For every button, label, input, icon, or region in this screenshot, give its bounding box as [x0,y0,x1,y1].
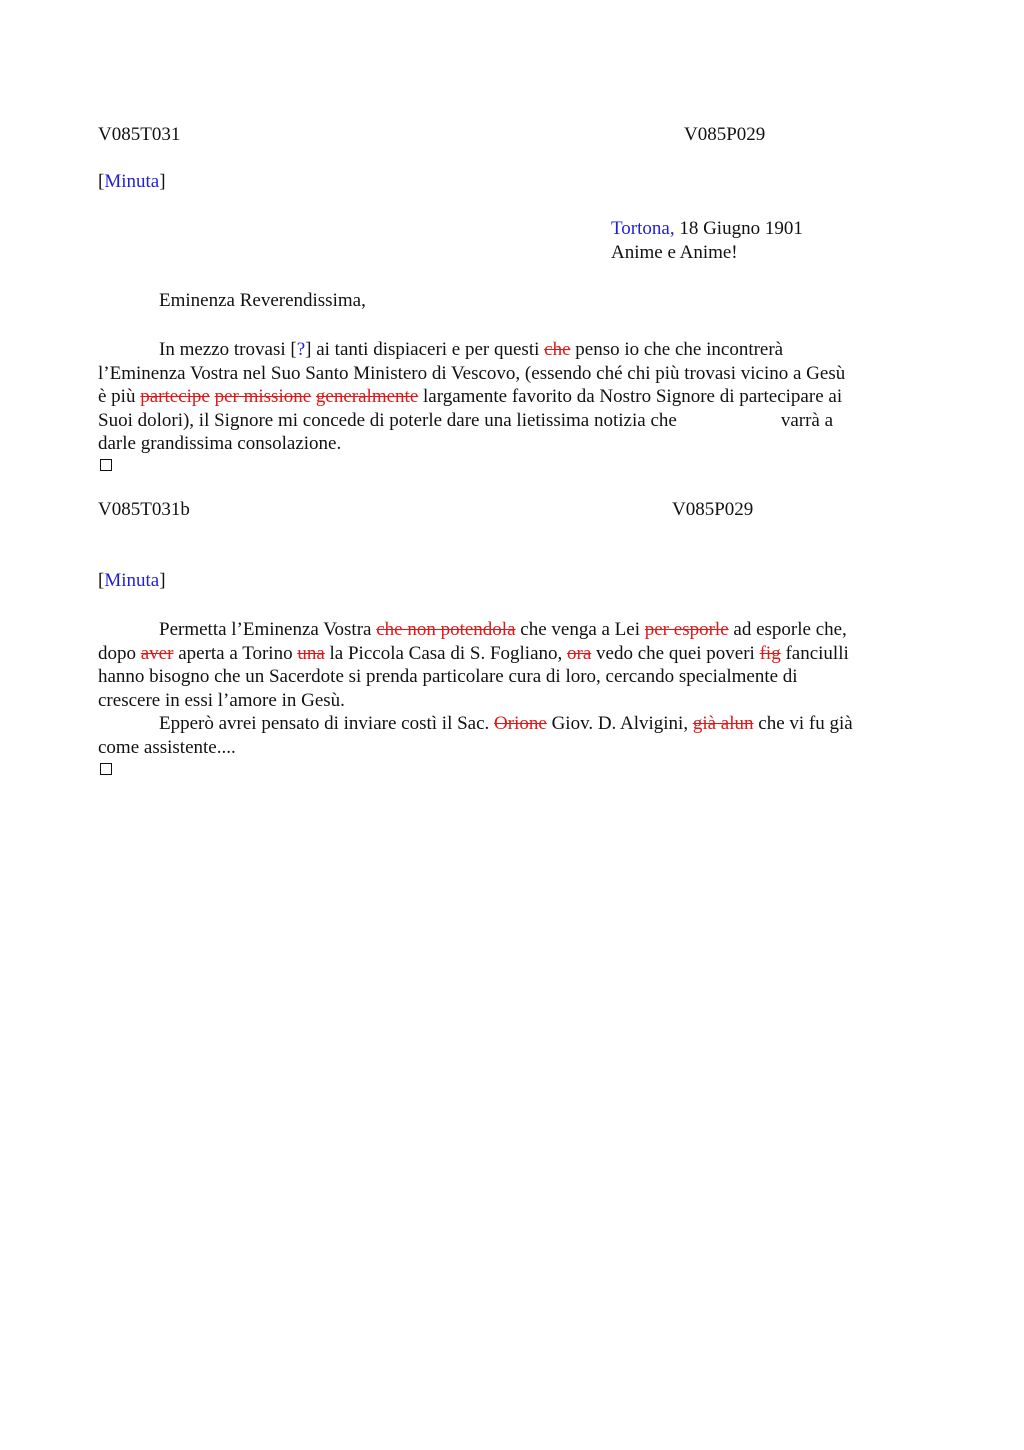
minuta-label: Minuta [104,570,160,591]
doc1-body-line [98,338,918,362]
doc2-id-left: V085T031b [98,499,190,520]
letter-date: 18 Giugno 1901 [674,218,803,239]
deleted-text: fig [759,642,781,664]
text-run: Epperò avrei pensato di inviare costì il Sac. [159,713,495,734]
doc2-body-line [98,642,918,666]
text-run: la Piccola Casa di S. Fogliano, [324,642,568,664]
doc1-body [98,338,918,456]
text-run: vedo che quei poveri [591,642,760,664]
deleted-text: che [544,339,571,360]
doc2-minuta-tag [98,570,166,592]
doc2-body-line: crescere in essi l’amore in Gesù. [98,689,345,711]
place-name: Tortona, [611,218,675,239]
doc1-body-line [98,409,918,433]
text-run: Suoi dolori), il Signore mi concede di poterle dare una lietissima notizia che [98,409,677,431]
text-run: varrà a [780,409,834,431]
doc2-body-line [98,712,918,736]
text-run: ad esporle che, [728,619,847,640]
text-run: che venga a Lei [515,619,645,640]
text-run: largamente favorito da Nostro Signore di partecipare ai [418,386,843,407]
deleted-text: generalmente [315,386,419,407]
doc1-body-line [98,385,918,409]
deleted-text: partecipe [140,386,210,407]
end-marker-box [100,459,112,471]
doc2-body-line [98,618,918,642]
doc1-minuta-tag [98,171,166,193]
doc2-body-line: come assistente.... [98,736,236,758]
text-run: ] ai tanti dispiaceri e per questi [305,339,545,360]
doc1-place-date [611,218,803,240]
deleted-text: Orione [494,713,547,734]
text-run: è più [98,386,141,407]
deleted-text: ora [567,642,592,664]
uncertain-reading-mark: ? [296,339,306,360]
deleted-text: già alun [692,713,754,734]
doc2-id-right: V085P029 [672,499,754,520]
doc2-body [98,618,918,759]
text-run: fanciulli [780,642,849,664]
doc1-salutation: Eminenza Reverendissima, [159,290,366,311]
text-run: Permetta l’Eminenza Vostra [159,619,377,640]
doc1-body-line: darle grandissima consolazione. [98,433,342,454]
bracket-open: [ [98,570,105,591]
text-run: aperta a Torino [173,642,298,664]
deleted-text: una [297,642,325,664]
doc1-id-left: V085T031 [98,124,181,145]
text-run: In mezzo trovasi [ [159,339,297,360]
deleted-text: per esporle [644,619,729,640]
deleted-text: per missione [214,386,312,407]
minuta-label: Minuta [104,171,160,192]
text-run: Giov. D. Alvigini, [546,713,693,734]
doc1-motto: Anime e Anime! [611,242,738,263]
doc1-id-right: V085P029 [684,124,766,145]
text-run: che vi fu già [753,713,853,734]
end-marker-box [100,763,112,775]
text-run: dopo [98,642,141,664]
deleted-text: che non potendola [376,619,516,640]
text-run: penso io che che incontrerà [570,339,784,360]
bracket-close: ] [159,171,166,192]
deleted-text: aver [140,642,174,664]
bracket-close: ] [159,570,166,591]
doc1-body-line: l’Eminenza Vostra nel Suo Santo Ministero di Vescovo, (essendo ché chi più trovasi vicino a Gesù [98,362,846,384]
bracket-open: [ [98,171,105,192]
doc2-body-line: hanno bisogno che un Sacerdote si prenda particolare cura di loro, cercando specialmente di [98,666,798,687]
